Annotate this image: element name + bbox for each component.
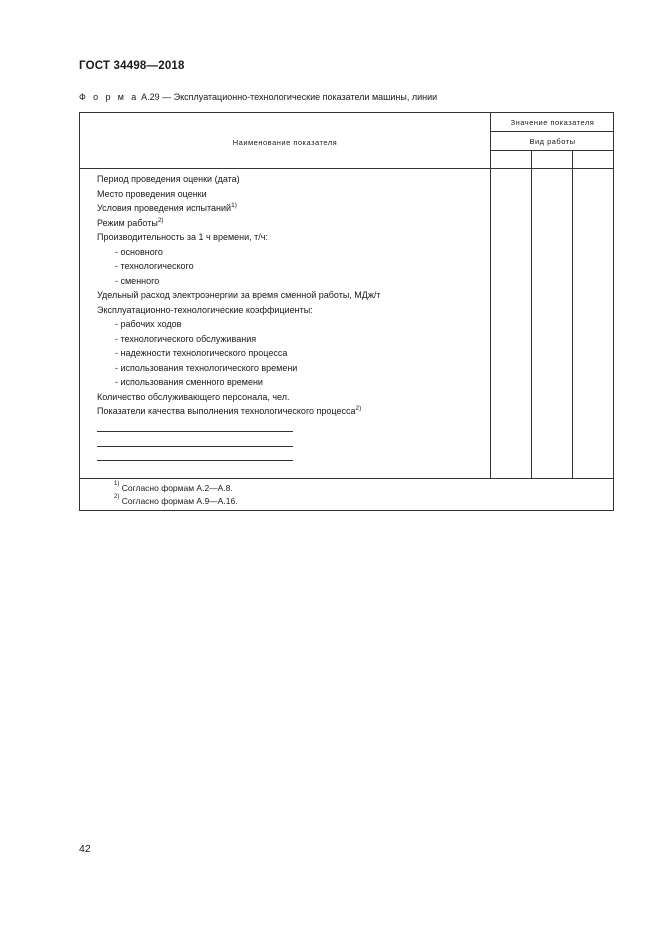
header-kind-divider — [490, 150, 614, 151]
table-bottom-border — [79, 510, 614, 511]
blank-entry-line — [97, 446, 293, 447]
table-row: Количество обслуживающего персонала, чел. — [97, 391, 290, 402]
form-word: Ф о р м а — [79, 92, 139, 102]
value-column-divider-1 — [531, 150, 532, 478]
table-row: - технологического обслуживания — [115, 333, 257, 344]
table-row: Период проведения оценки (дата) — [97, 174, 240, 184]
table-row: Удельный расход электроэнергии за время сменной работы, МДж/т — [97, 290, 381, 300]
table-row: - технологического — [115, 261, 194, 271]
table-row: Производительность за 1 ч времени, т/ч: — [97, 232, 268, 242]
table-right-border — [613, 112, 614, 511]
table-row: - использования технологического времени — [115, 362, 298, 373]
table-top-border — [79, 112, 614, 113]
table-row: Режим работы$^{2)}$ — [97, 216, 164, 228]
footnote-ref: 2) — [355, 405, 362, 412]
table-row: - основного — [115, 246, 163, 257]
form-caption-text: А.29 — Эксплуатационно-технологические показатели машины, линии — [138, 92, 438, 102]
value-column-divider-2 — [572, 150, 573, 478]
header-value-divider — [490, 131, 614, 132]
footnote: $^{2)}$ Согласно формам А.9—А.16. — [114, 494, 238, 506]
table-row: Условия проведения испытаний$^{1)}$ — [97, 202, 237, 213]
table-row: - рабочих ходов — [115, 319, 182, 329]
header-indicator-value: Значение показателя — [510, 118, 595, 127]
indicators-table — [79, 112, 614, 511]
header-work-type: Вид работы — [529, 137, 576, 146]
table-name-divider — [490, 112, 491, 478]
header-bottom-border — [79, 168, 614, 169]
footnote-divider — [79, 478, 614, 479]
footnote-ref: 1) — [231, 202, 237, 209]
table-row: Место проведения оценки — [97, 188, 207, 199]
header-indicator-name: Наименование показателя — [232, 138, 338, 147]
table-row: - использования сменного времени — [115, 377, 263, 387]
table-left-border — [79, 112, 80, 511]
table-row: Показатели качества выполнения технологического процесса$^{2)}$ — [97, 405, 362, 416]
blank-entry-line — [97, 431, 293, 432]
table-row: - надежности технологического процесса — [115, 348, 288, 358]
table-row: - сменного — [115, 275, 160, 286]
form-caption — [79, 92, 437, 102]
table-row: Эксплуатационно-технологические коэффициенты: — [97, 304, 313, 315]
page-number: 42 — [79, 843, 91, 855]
standard-title: ГОСТ 34498—2018 — [79, 60, 185, 72]
footnote: $^{1)}$ Согласно формам А.2—А.8. — [114, 481, 233, 493]
blank-entry-line — [97, 460, 293, 461]
footnote-ref: 2) — [157, 216, 164, 224]
